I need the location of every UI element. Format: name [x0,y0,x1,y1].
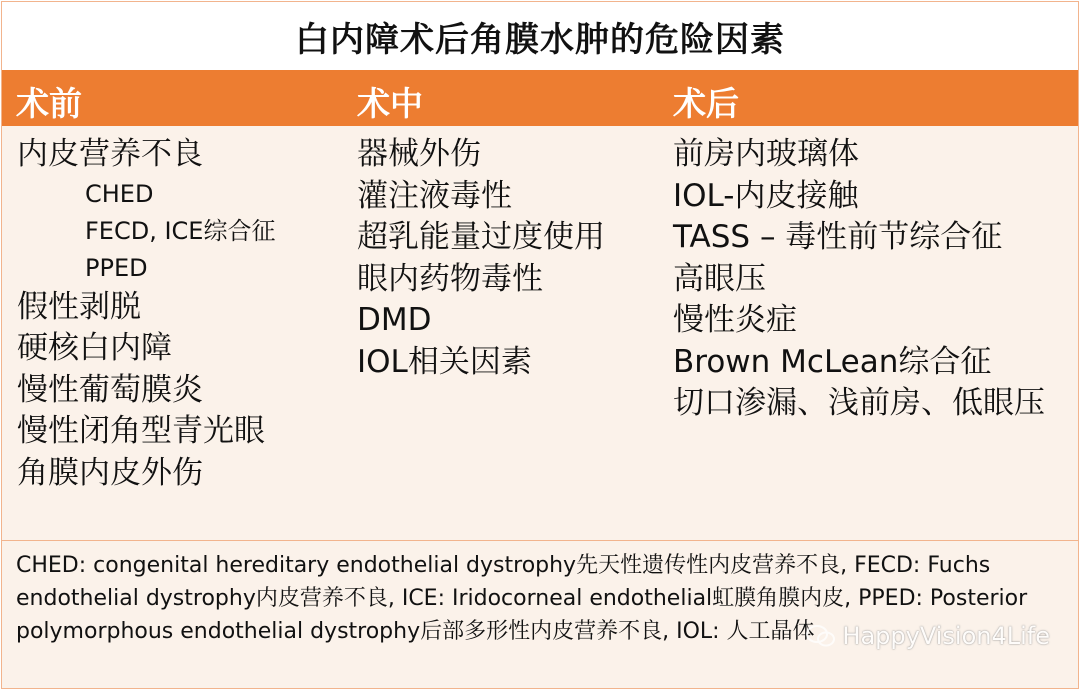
list-item: TASS – 毒性前节综合征 [673,219,1003,255]
list-item: 角膜内皮外伤 [17,454,203,491]
sub-list-item: CHED [85,179,154,208]
list-item: 前房内玻璃体 [673,136,859,172]
footnote-row [2,541,1078,688]
list-item: 器械外伤 [357,136,481,172]
list-item: 切口渗漏、浅前房、低眼压 [673,385,1045,421]
title-row [2,2,1078,70]
list-item: 硬核白内障 [17,330,172,366]
list-item: 内皮营养不良 [17,136,203,172]
sub-list-item: FECD, ICE综合征 [85,216,276,245]
wechat-icon [806,624,836,648]
column-postop [673,134,1058,425]
column-header-intraop: 术中 [357,84,423,123]
watermark [806,622,1050,650]
list-item: 慢性炎症 [673,302,797,338]
column-preop [17,134,275,494]
list-item: 假性剥脱 [17,288,141,325]
watermark-text: HappyVision4Life [842,622,1050,650]
column-header-preop: 术前 [16,84,82,123]
footnote-text: CHED: congenital hereditary endothelial dystrophy先天性遗传性内皮营养不良, FECD: Fuchs endothelial dystrophy内皮营养不良, ICE: Iridocorneal endothelial虹膜角膜内皮, PPED: Posterior polymorphous endothelial dystrophy后部多形性内皮营养不良, IOL: 人工晶体 [16,553,1028,644]
list-item: IOL相关因素 [357,343,532,380]
header-row [2,70,1078,126]
sub-list-item: PPED [85,253,148,282]
column-header-postop: 术后 [673,84,739,123]
table-title: 白内障术后角膜水肿的危险因素 [295,19,785,60]
list-item: 慢性葡萄膜炎 [17,371,203,408]
table-frame [1,1,1079,689]
column-intraop [357,134,605,383]
list-item: IOL-内皮接触 [673,177,859,214]
list-item: 高眼压 [673,260,766,297]
list-item: Brown McLean综合征 [673,343,992,380]
list-item: 灌注液毒性 [357,177,512,214]
list-item: 超乳能量过度使用 [357,219,605,255]
list-item: 慢性闭角型青光眼 [17,413,265,449]
list-item: DMD [357,302,432,338]
list-item: 眼内药物毒性 [357,260,543,297]
body-row [2,126,1078,541]
